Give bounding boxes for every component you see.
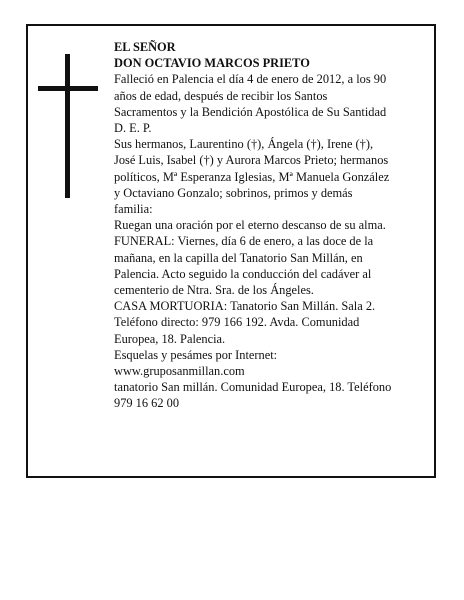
notice-website: www.gruposanmillan.com <box>114 364 245 379</box>
notice-line: tanatorio San millán. Comunidad Europea, 18. Teléfono <box>114 380 392 395</box>
notice-phone: 979 16 62 00 <box>114 396 180 411</box>
cross-vertical-bar <box>65 54 70 198</box>
notice-line: FUNERAL: Viernes, día 6 de enero, a las doce de la <box>114 234 374 249</box>
notice-line: Teléfono directo: 979 166 192. Avda. Comunidad <box>114 315 360 330</box>
notice-line: Falleció en Palencia el día 4 de enero de 2012, a los 90 <box>114 72 387 87</box>
notice-title-name: DON OCTAVIO MARCOS PRIETO <box>114 56 310 71</box>
notice-line: Europea, 18. Palencia. <box>114 331 226 346</box>
obituary-text <box>114 39 432 412</box>
notice-line: Esquelas y pesámes por Internet: <box>114 347 278 362</box>
notice-line: familia: <box>114 202 153 217</box>
notice-line: políticos, Mª Esperanza Iglesias, Mª Manuela González <box>114 169 390 184</box>
notice-line: José Luis, Isabel (†) y Aurora Marcos Prieto; hermanos <box>114 153 389 168</box>
notice-line: Ruegan una oración por el eterno descanso de su alma. <box>114 218 386 233</box>
notice-line: Sus hermanos, Laurentino (†), Ángela (†), Irene (†), <box>114 137 374 152</box>
notice-line: mañana, en la capilla del Tanatorio San Millán, en <box>114 250 363 265</box>
notice-line: y Octaviano Gonzalo; sobrinos, primos y demás <box>114 185 353 200</box>
notice-line: años de edad, después de recibir los Santos <box>114 88 328 103</box>
notice-line: cementerio de Ntra. Sra. de los Ángeles. <box>114 283 314 298</box>
notice-line: Sacramentos y la Bendición Apostólica de Su Santidad <box>114 104 387 119</box>
cross-icon <box>38 54 98 198</box>
cross-horizontal-bar <box>38 86 98 91</box>
notice-line: CASA MORTUORIA: Tanatorio San Millán. Sala 2. <box>114 299 376 314</box>
notice-title-honorific: EL SEÑOR <box>114 40 176 54</box>
notice-line: D. E. P. <box>114 121 152 136</box>
notice-line: Palencia. Acto seguido la conducción del cadáver al <box>114 266 372 281</box>
